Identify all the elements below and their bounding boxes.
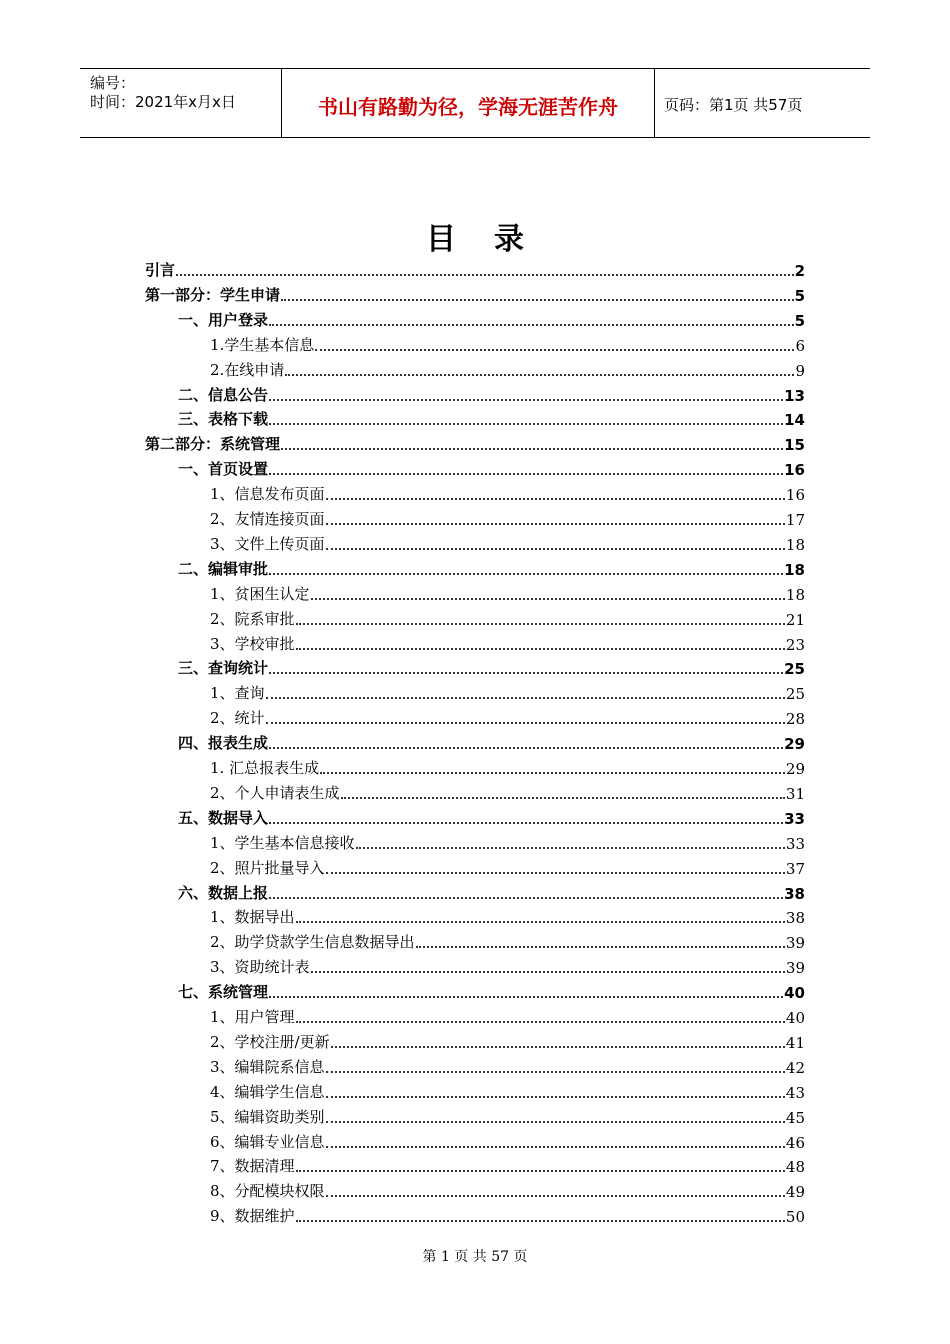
toc-entry[interactable]	[210, 781, 805, 803]
toc-dot-leader	[326, 1194, 785, 1197]
toc-entry[interactable]	[210, 1105, 805, 1127]
number-label: 编号：	[90, 74, 136, 92]
toc-entry-title: 第一部分：学生申请	[145, 285, 281, 304]
toc-entry-page: 13	[784, 386, 805, 405]
toc-entry[interactable]	[210, 333, 805, 355]
toc-entry-page: 45	[785, 1108, 805, 1127]
toc-dot-leader	[266, 696, 785, 699]
toc-entry-title: 四、报表生成	[178, 734, 269, 753]
toc-entry-title: 1、贫困生认定	[210, 584, 310, 603]
toc-entry-page: 48	[785, 1158, 805, 1177]
toc-entry[interactable]	[178, 656, 805, 678]
toc-entry-title: 3、编辑院系信息	[210, 1057, 325, 1076]
toc-entry[interactable]	[210, 1179, 805, 1201]
toc-entry[interactable]	[210, 482, 805, 504]
toc-dot-leader	[269, 746, 783, 749]
toc-dot-leader	[269, 323, 794, 326]
toc-entry-title: 2、友情连接页面	[210, 510, 325, 528]
toc-dot-leader	[269, 472, 783, 475]
toc-entry[interactable]	[210, 1130, 805, 1152]
toc-entry[interactable]	[178, 457, 805, 479]
toc-entry-title: 二、信息公告	[178, 385, 269, 404]
toc-entry[interactable]	[210, 1204, 805, 1226]
toc-entry[interactable]	[178, 308, 805, 330]
toc-entry[interactable]	[210, 706, 805, 728]
toc-entry[interactable]	[210, 905, 805, 927]
toc-dot-leader	[285, 373, 794, 376]
toc-entry-title: 1. 汇总报表生成	[210, 759, 320, 777]
toc-entry-page: 6	[795, 336, 805, 355]
toc-entry[interactable]	[178, 557, 805, 579]
toc-entry-page: 50	[785, 1208, 805, 1227]
toc-entry-page: 37	[785, 859, 805, 878]
toc-entry-page: 46	[785, 1133, 805, 1152]
toc-entry[interactable]	[210, 1154, 805, 1176]
toc-dot-leader	[326, 547, 785, 550]
toc-entry-title: 2.在线申请	[210, 360, 285, 379]
toc-entry-page: 18	[785, 535, 805, 554]
toc-entry-page: 25	[785, 685, 805, 704]
toc-dot-leader	[269, 398, 783, 401]
toc-entry-title: 1、查询	[210, 684, 265, 703]
toc-entry-title: 三、表格下载	[178, 410, 269, 429]
header-page-info: 页码：第1页 共57页	[664, 95, 803, 114]
toc-entry-title: 2、助学贷款学生信息数据导出	[210, 933, 415, 952]
toc-dot-leader	[331, 1045, 785, 1048]
toc-entry-title: 4、编辑学生信息	[210, 1082, 325, 1101]
toc-dot-leader	[326, 1145, 785, 1148]
toc-entry[interactable]	[210, 856, 805, 878]
header-motto: 书山有路勤为径，学海无涯苦作舟	[282, 69, 655, 137]
toc-dot-leader	[269, 422, 783, 425]
toc-entry[interactable]	[210, 831, 805, 853]
toc-entry-page: 40	[785, 1009, 805, 1027]
toc-entry-page: 42	[785, 1058, 805, 1077]
toc-entry-title: 2、院系审批	[210, 609, 295, 628]
toc-entry[interactable]	[210, 607, 805, 629]
toc-entry-title: 1、学生基本信息接收	[210, 833, 355, 852]
toc-dot-leader	[311, 597, 785, 600]
time-label: 时间：2021年x月x日	[90, 93, 236, 111]
toc-entry-title: 二、编辑审批	[178, 559, 269, 578]
toc-entry-title: 一、用户登录	[178, 310, 269, 329]
toc-entry[interactable]	[210, 1080, 805, 1102]
toc-entry[interactable]	[145, 432, 805, 454]
toc-dot-leader	[341, 796, 785, 799]
toc-dot-leader	[296, 1020, 785, 1023]
toc-dot-leader	[266, 721, 785, 724]
toc-entry-page: 18	[785, 585, 805, 604]
toc-entry[interactable]	[210, 955, 805, 977]
toc-dot-leader	[326, 522, 785, 525]
toc-entry[interactable]	[210, 358, 805, 380]
toc-entry-page: 5	[794, 311, 805, 330]
toc-dot-leader	[356, 846, 785, 849]
toc-entry-page: 2	[794, 262, 805, 280]
toc-entry-page: 38	[785, 909, 805, 928]
toc-entry[interactable]	[210, 1055, 805, 1077]
toc-dot-leader	[269, 821, 783, 824]
toc-entry-page: 18	[784, 560, 805, 579]
toc-entry-page: 33	[784, 809, 805, 828]
toc-dot-leader	[176, 273, 794, 276]
toc-entry-page: 39	[785, 959, 805, 978]
toc-dot-leader	[326, 1070, 785, 1073]
toc-entry-title: 2、个人申请表生成	[210, 783, 340, 802]
toc-entry[interactable]	[178, 806, 805, 828]
toc-entry-title: 1、数据导出	[210, 908, 295, 927]
toc-entry-page: 40	[784, 984, 805, 1003]
toc-entry-page: 15	[784, 436, 805, 455]
toc-entry-page: 14	[784, 411, 805, 430]
toc-entry-title: 3、学校审批	[210, 634, 295, 653]
toc-entry-page: 25	[784, 660, 805, 679]
toc-entry-page: 28	[785, 710, 805, 729]
toc-entry-page: 41	[785, 1033, 805, 1052]
toc-entry[interactable]	[178, 407, 805, 429]
toc-dot-leader	[269, 671, 783, 674]
toc-entry-page: 38	[784, 884, 805, 903]
toc-entry-title: 6、编辑专业信息	[210, 1132, 325, 1151]
toc-dot-leader	[296, 647, 785, 650]
toc-dot-leader	[326, 871, 785, 874]
toc-dot-leader	[326, 1120, 785, 1123]
toc-entry-title: 1.学生基本信息	[210, 335, 315, 354]
toc-entry-title: 1、信息发布页面	[210, 485, 325, 504]
toc-entry-page: 39	[785, 934, 805, 953]
toc-dot-leader	[416, 945, 785, 948]
toc-entry[interactable]	[210, 507, 805, 529]
toc-dot-leader	[296, 1169, 785, 1172]
page-footer: 第 1 页 共 57 页	[422, 1249, 528, 1265]
toc-dot-leader	[296, 1219, 785, 1222]
toc-entry[interactable]	[145, 283, 805, 305]
toc-entry[interactable]	[178, 731, 805, 753]
toc-entry-page: 5	[794, 286, 805, 305]
toc-entry-title: 2、照片批量导入	[210, 858, 325, 877]
toc-entry-title: 8、分配模块权限	[210, 1182, 325, 1201]
header-meta-cell	[80, 69, 282, 137]
toc-entry-page: 43	[785, 1083, 805, 1102]
toc-entry[interactable]	[210, 532, 805, 554]
toc-dot-leader	[269, 896, 783, 899]
toc-entry[interactable]	[210, 756, 805, 778]
toc-dot-leader	[315, 348, 794, 351]
page-header	[80, 68, 870, 138]
toc-entry-title: 3、文件上传页面	[210, 534, 325, 553]
toc-entry-page: 33	[785, 834, 805, 853]
toc-entry-title: 3、资助统计表	[210, 958, 310, 977]
toc-entry[interactable]	[210, 930, 805, 952]
toc-entry[interactable]	[210, 1030, 805, 1052]
toc-entry-title: 六、数据上报	[178, 883, 269, 902]
toc-entry[interactable]	[178, 383, 805, 405]
toc-entry-title: 五、数据导入	[178, 808, 269, 827]
toc-entry[interactable]	[145, 258, 805, 280]
toc-dot-leader	[281, 447, 783, 450]
toc-dot-leader	[269, 572, 783, 575]
toc-entry-page: 16	[784, 461, 805, 480]
toc-entry[interactable]	[210, 632, 805, 654]
toc-entry-page: 21	[785, 610, 805, 629]
toc-dot-leader	[326, 497, 785, 500]
toc-entry-page: 23	[785, 635, 805, 654]
toc-dot-leader	[296, 920, 785, 923]
toc-entry-title: 第二部分：系统管理	[145, 435, 281, 454]
toc-dot-leader	[326, 1095, 785, 1098]
toc-entry-page: 9	[795, 361, 805, 380]
toc-entry-page: 31	[785, 784, 805, 803]
toc-entry-page: 17	[785, 511, 805, 529]
toc-entry[interactable]	[210, 582, 805, 604]
toc-title: 目录	[426, 222, 562, 257]
toc-entry-title: 2、学校注册/更新	[210, 1032, 330, 1051]
toc-entry[interactable]	[210, 681, 805, 703]
toc-entry-title: 一、首页设置	[178, 460, 269, 479]
toc-dot-leader	[281, 298, 794, 301]
toc-entry-title: 7、数据清理	[210, 1157, 295, 1176]
toc-entry[interactable]	[178, 881, 805, 903]
toc-dot-leader	[311, 970, 785, 973]
toc-entry-title: 引言	[145, 261, 176, 279]
toc-dot-leader	[296, 622, 785, 625]
toc-entry-page: 29	[784, 735, 805, 754]
toc-entry-title: 2、统计	[210, 709, 265, 728]
toc-entry-title: 9、数据维护	[210, 1207, 295, 1226]
toc-entry-page: 16	[785, 486, 805, 505]
toc-dot-leader	[320, 771, 785, 774]
toc-dot-leader	[269, 995, 783, 998]
toc-entry[interactable]	[178, 980, 805, 1002]
toc-entry[interactable]	[210, 1005, 805, 1027]
toc-entry-page: 49	[785, 1183, 805, 1202]
toc-entry-title: 1、用户管理	[210, 1008, 295, 1026]
toc-entry-title: 5、编辑资助类别	[210, 1107, 325, 1126]
toc-entry-title: 七、系统管理	[178, 983, 269, 1002]
toc-entry-title: 三、查询统计	[178, 659, 269, 678]
toc-entry-page: 29	[785, 760, 805, 778]
